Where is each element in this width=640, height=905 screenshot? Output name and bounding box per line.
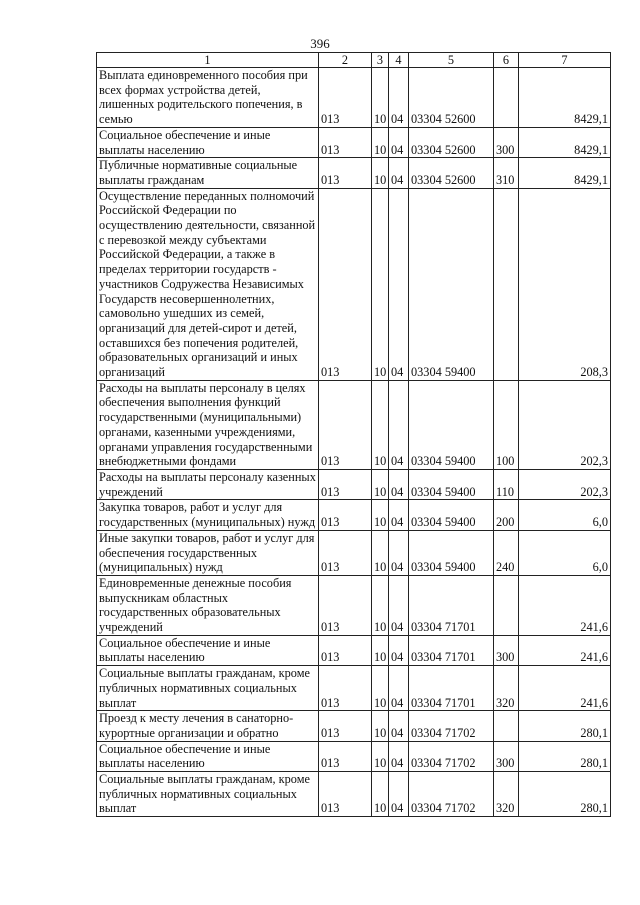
expense-name-cell: Социальные выплаты гражданам, кроме публичных нормативных социальных выплат [97, 772, 319, 817]
section-code-cell: 10 [372, 635, 389, 665]
subsection-code-cell: 04 [389, 188, 409, 380]
target-article-cell: 03304 59400 [409, 530, 494, 575]
subsection-code-cell: 04 [389, 772, 409, 817]
table-row [97, 127, 611, 157]
target-article-cell: 03304 71701 [409, 575, 494, 635]
subsection-code-cell: 04 [389, 500, 409, 530]
section-code-cell: 10 [372, 741, 389, 771]
expense-type-cell: 110 [494, 469, 519, 499]
amount-cell: 280,1 [519, 772, 611, 817]
expense-name-cell: Социальное обеспечение и иные выплаты населению [97, 127, 319, 157]
subsection-code-cell: 04 [389, 741, 409, 771]
header-row [97, 53, 611, 68]
column-header-7: 7 [519, 53, 611, 68]
amount-cell: 202,3 [519, 380, 611, 469]
expense-name-cell: Социальное обеспечение и иные выплаты населению [97, 741, 319, 771]
expense-name-cell: Расходы на выплаты персоналу в целях обеспечения выполнения функций государственными (муниципальными) органами, казенными учреждениями, органами управления государственными внебюджетными фондами [97, 380, 319, 469]
table-row [97, 635, 611, 665]
expense-name-cell: Социальные выплаты гражданам, кроме публичных нормативных социальных выплат [97, 666, 319, 711]
ministry-code-cell: 013 [319, 575, 372, 635]
section-code-cell: 10 [372, 188, 389, 380]
expense-name-cell: Единовременные денежные пособия выпускникам областных государственных образовательных учреждений [97, 575, 319, 635]
subsection-code-cell: 04 [389, 635, 409, 665]
expense-type-cell [494, 68, 519, 128]
ministry-code-cell: 013 [319, 380, 372, 469]
expense-type-cell: 320 [494, 666, 519, 711]
budget-table [96, 52, 611, 817]
ministry-code-cell: 013 [319, 68, 372, 128]
subsection-code-cell: 04 [389, 666, 409, 711]
amount-cell: 241,6 [519, 575, 611, 635]
expense-type-cell [494, 188, 519, 380]
section-code-cell: 10 [372, 469, 389, 499]
subsection-code-cell: 04 [389, 575, 409, 635]
target-article-cell: 03304 52600 [409, 68, 494, 128]
subsection-code-cell: 04 [389, 469, 409, 499]
amount-cell: 8429,1 [519, 68, 611, 128]
ministry-code-cell: 013 [319, 188, 372, 380]
ministry-code-cell: 013 [319, 158, 372, 188]
amount-cell: 8429,1 [519, 127, 611, 157]
expense-type-cell: 100 [494, 380, 519, 469]
subsection-code-cell: 04 [389, 530, 409, 575]
section-code-cell: 10 [372, 530, 389, 575]
section-code-cell: 10 [372, 711, 389, 741]
table-row [97, 188, 611, 380]
expense-name-cell: Иные закупки товаров, работ и услуг для обеспечения государственных (муниципальных) нужд [97, 530, 319, 575]
expense-type-cell: 310 [494, 158, 519, 188]
expense-type-cell [494, 575, 519, 635]
amount-cell: 280,1 [519, 741, 611, 771]
ministry-code-cell: 013 [319, 635, 372, 665]
ministry-code-cell: 013 [319, 469, 372, 499]
table-row [97, 666, 611, 711]
column-header-5: 5 [409, 53, 494, 68]
section-code-cell: 10 [372, 380, 389, 469]
expense-name-cell: Закупка товаров, работ и услуг для государственных (муниципальных) нужд [97, 500, 319, 530]
amount-cell: 8429,1 [519, 158, 611, 188]
ministry-code-cell: 013 [319, 127, 372, 157]
section-code-cell: 10 [372, 772, 389, 817]
expense-type-cell: 240 [494, 530, 519, 575]
section-code-cell: 10 [372, 127, 389, 157]
target-article-cell: 03304 59400 [409, 380, 494, 469]
table-row [97, 711, 611, 741]
amount-cell: 202,3 [519, 469, 611, 499]
table-row [97, 158, 611, 188]
section-code-cell: 10 [372, 666, 389, 711]
column-header-1: 1 [97, 53, 319, 68]
ministry-code-cell: 013 [319, 530, 372, 575]
table-row [97, 380, 611, 469]
target-article-cell: 03304 59400 [409, 500, 494, 530]
table-row [97, 575, 611, 635]
expense-name-cell: Социальное обеспечение и иные выплаты населению [97, 635, 319, 665]
column-header-4: 4 [389, 53, 409, 68]
target-article-cell: 03304 71702 [409, 772, 494, 817]
expense-type-cell: 200 [494, 500, 519, 530]
subsection-code-cell: 04 [389, 711, 409, 741]
expense-name-cell: Осуществление переданных полномочий Российской Федерации по осуществлению деятельности, связанной с перевозкой между субъектами Российской Федерации, а также в пределах территории государств - участников Содружества Независимых Государств несовершеннолетних, самовольно ушедших из семей, организаций для детей-сирот и детей, оставшихся без попечения родителей, образовательных организаций и иных организаций [97, 188, 319, 380]
target-article-cell: 03304 59400 [409, 188, 494, 380]
section-code-cell: 10 [372, 575, 389, 635]
section-code-cell: 10 [372, 158, 389, 188]
section-code-cell: 10 [372, 500, 389, 530]
column-header-3: 3 [372, 53, 389, 68]
ministry-code-cell: 013 [319, 772, 372, 817]
target-article-cell: 03304 71702 [409, 741, 494, 771]
expense-type-cell: 300 [494, 635, 519, 665]
subsection-code-cell: 04 [389, 68, 409, 128]
target-article-cell: 03304 71701 [409, 666, 494, 711]
table-row [97, 772, 611, 817]
target-article-cell: 03304 71702 [409, 711, 494, 741]
table-header [97, 53, 611, 68]
table-row [97, 741, 611, 771]
table-row [97, 68, 611, 128]
amount-cell: 6,0 [519, 530, 611, 575]
table-body [97, 68, 611, 817]
table-row [97, 469, 611, 499]
expense-name-cell: Выплата единовременного пособия при всех формах устройства детей, лишенных родительского попечения, в семью [97, 68, 319, 128]
expense-type-cell: 300 [494, 127, 519, 157]
target-article-cell: 03304 52600 [409, 158, 494, 188]
amount-cell: 280,1 [519, 711, 611, 741]
target-article-cell: 03304 59400 [409, 469, 494, 499]
column-header-6: 6 [494, 53, 519, 68]
target-article-cell: 03304 71701 [409, 635, 494, 665]
amount-cell: 241,6 [519, 666, 611, 711]
expense-name-cell: Расходы на выплаты персоналу казенных учреждений [97, 469, 319, 499]
expense-type-cell: 320 [494, 772, 519, 817]
subsection-code-cell: 04 [389, 380, 409, 469]
ministry-code-cell: 013 [319, 500, 372, 530]
expense-name-cell: Публичные нормативные социальные выплаты гражданам [97, 158, 319, 188]
ministry-code-cell: 013 [319, 711, 372, 741]
amount-cell: 6,0 [519, 500, 611, 530]
target-article-cell: 03304 52600 [409, 127, 494, 157]
ministry-code-cell: 013 [319, 666, 372, 711]
expense-type-cell: 300 [494, 741, 519, 771]
subsection-code-cell: 04 [389, 127, 409, 157]
page-number: 396 [310, 36, 330, 51]
table-row [97, 500, 611, 530]
column-header-2: 2 [319, 53, 372, 68]
table-row [97, 530, 611, 575]
expense-name-cell: Проезд к месту лечения в санаторно-курортные организации и обратно [97, 711, 319, 741]
ministry-code-cell: 013 [319, 741, 372, 771]
subsection-code-cell: 04 [389, 158, 409, 188]
amount-cell: 208,3 [519, 188, 611, 380]
expense-type-cell [494, 711, 519, 741]
amount-cell: 241,6 [519, 635, 611, 665]
section-code-cell: 10 [372, 68, 389, 128]
